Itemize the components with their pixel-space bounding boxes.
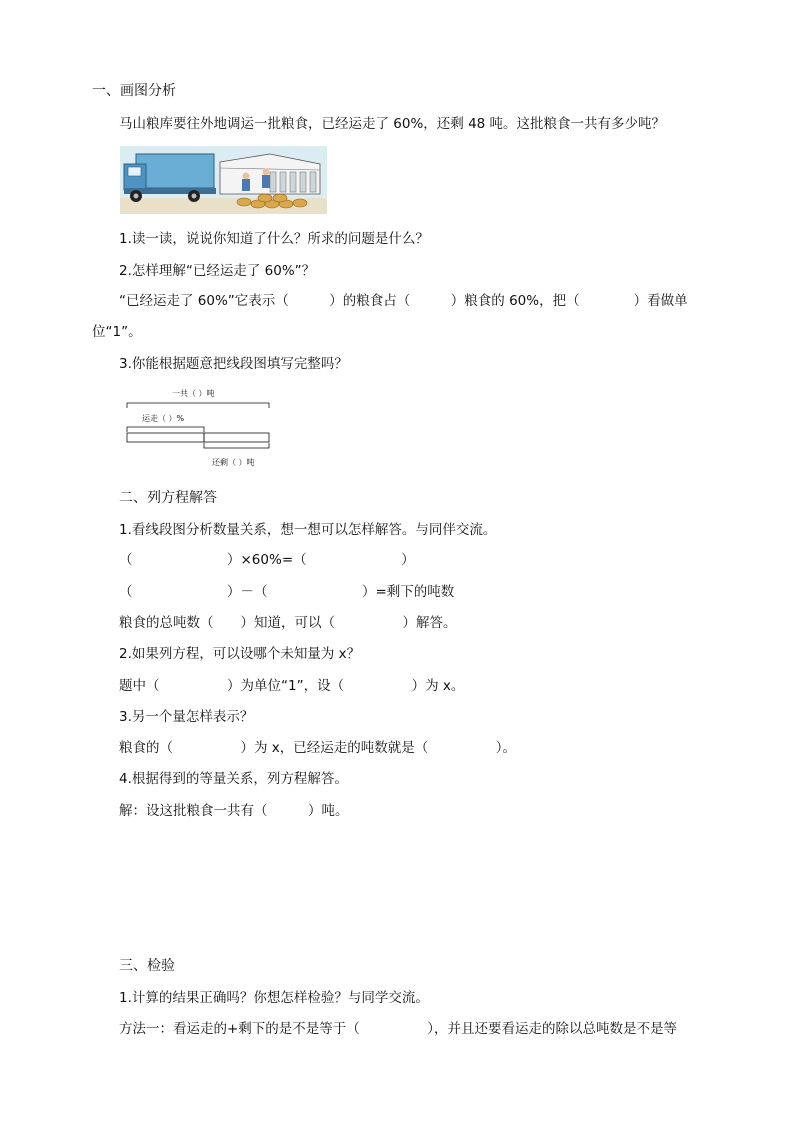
s2-question-3: 3.另一个量怎样表示？	[119, 709, 254, 725]
line-segment-diagram	[120, 386, 280, 470]
s1-question-2: 2.怎样理解“已经运走了 60%”？	[119, 263, 316, 279]
s2-question-4: 4.根据得到的等量关系，列方程解答。	[119, 771, 348, 787]
s1-question-3: 3.你能根据题意把线段图填写完整吗？	[119, 356, 348, 372]
s2-question-2: 2.如果列方程，可以设哪个未知量为 x？	[119, 646, 361, 662]
s2-equation-2: （ ）－（ ）=剩下的吨数	[119, 584, 455, 600]
s3-question-1: 1.计算的结果正确吗？你想怎样检验？与同学交流。	[119, 990, 429, 1006]
problem-text: 马山粮库要往外地调运一批粮食，已经运走了 60%，还剩 48 吨。这批粮食一共有多少吨？	[119, 116, 666, 132]
s2-question-3-line: 粮食的（ ）为 x，已经运走的吨数就是（ ）。	[119, 740, 517, 756]
moved-label: 运走（ ）%	[142, 414, 185, 423]
total-label: 一共（ ）吨	[172, 389, 215, 398]
s3-method-1: 方法一：看运走的+剩下的是不是等于（ ），并且还要看运走的除以总吨数是不是等	[119, 1021, 678, 1037]
s2-question-4-line: 解：设这批粮食一共有（ ）吨。	[119, 803, 349, 819]
truck-warehouse-illustration	[120, 146, 327, 214]
section1-heading: 一、画图分析	[92, 83, 176, 99]
section3-heading: 三、检验	[119, 958, 175, 974]
section2-heading: 二、列方程解答	[119, 490, 217, 506]
s1-question-2-line1: “已经运走了 60%”它表示（ ）的粮食占（ ）粮食的 60%，把（ ）看做单	[119, 293, 688, 309]
s2-question-1: 1.看线段图分析数量关系，想一想可以怎样解答。与同伴交流。	[119, 522, 497, 538]
remain-label: 还剩（ ）吨	[212, 458, 255, 467]
segment-moved	[127, 433, 204, 442]
s2-equation-1: （ ）×60%=（ ）	[119, 552, 415, 568]
s2-question-2-line: 题中（ ）为单位“1”，设（ ）为 x。	[119, 678, 465, 694]
s2-equation-3: 粮食的总吨数（ ）知道，可以（ ）解答。	[119, 615, 457, 631]
s1-question-1: 1.读一读，说说你知道了什么？所求的问题是什么？	[119, 231, 429, 247]
segment-remain	[204, 433, 269, 442]
s1-question-2-line2: 位“1”。	[92, 324, 142, 340]
